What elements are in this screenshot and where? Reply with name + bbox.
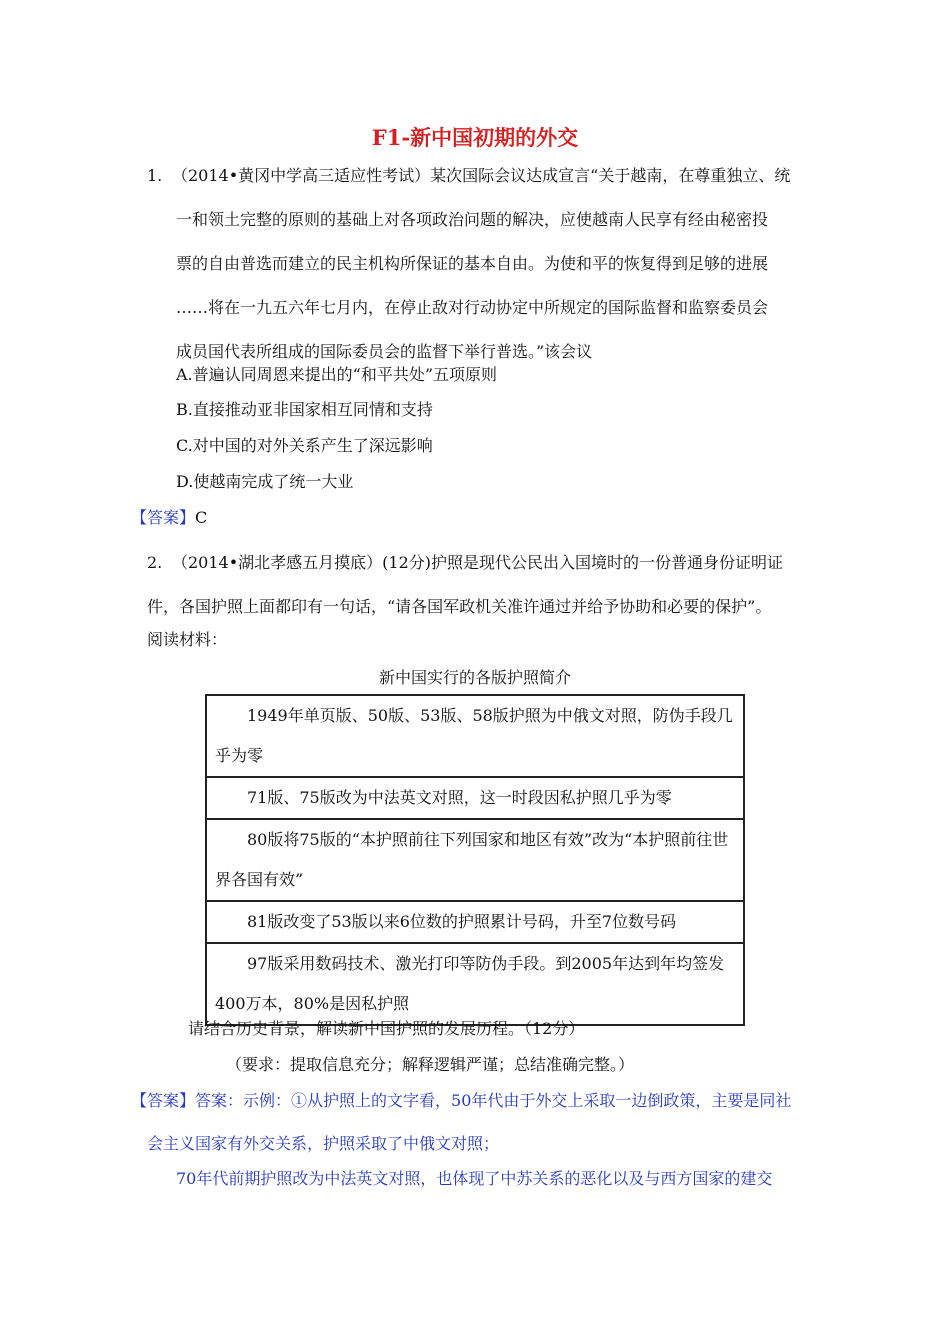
table-cell: 81版改变了53版以来6位数的护照累计号码，升至7位数号码 xyxy=(247,912,677,931)
option-a: A.普遍认同周恩来提出的“和平共处”五项原则 xyxy=(176,365,498,384)
option-c: C.对中国的对外关系产生了深远影响 xyxy=(176,436,433,455)
table-cell: 80版将75版的“本护照前往下列国家和地区有效”改为“本护照前往世界各国有效” xyxy=(215,830,729,889)
table-cell: 97版采用数码技术、激光打印等防伪手段。到2005年达到年均签发400万本，80%是因私护照 xyxy=(215,954,725,1013)
question-prompt: 请结合历史背景，解读新中国护照的发展历程。（12分） xyxy=(188,1019,585,1038)
question-2-line: 阅读材料： xyxy=(147,630,228,649)
table-row xyxy=(206,695,744,777)
question-1-line: 成员国代表所组成的国际委员会的监督下举行普选。”该会议 xyxy=(176,342,593,361)
answer-line: 答案：示例：①从护照上的文字看，50年代由于外交上采取一边倒政策，主要是同社 xyxy=(195,1091,792,1110)
page-title: F1-新中国初期的外交 xyxy=(371,125,579,150)
question-1-line: ……将在一九五六年七月内，在停止敌对行动协定中所规定的国际监督和监察委员会 xyxy=(176,298,769,317)
question-2-line: （2014•湖北孝感五月摸底）(12分)护照是现代公民出入国境时的一份普通身份证明证 xyxy=(172,553,784,572)
answer-1 xyxy=(131,508,207,528)
answer-line: 会主义国家有外交关系，护照采取了中俄文对照； xyxy=(147,1134,500,1153)
question-1-line: 一和领土完整的原则的基础上对各项政治问题的解决，应使越南人民享有经由秘密投 xyxy=(176,210,769,229)
question-requirement: （要求：提取信息充分；解释逻辑严谨；总结准确完整。） xyxy=(226,1055,635,1074)
answer-2 xyxy=(131,1091,791,1111)
answer-line: 70年代前期护照改为中法英文对照，也体现了中苏关系的恶化以及与西方国家的建交 xyxy=(176,1169,773,1188)
table-cell: 1949年单页版、50版、53版、58版护照为中俄文对照，防伪手段几乎为零 xyxy=(215,706,733,765)
option-d: D.使越南完成了统一大业 xyxy=(176,472,354,491)
question-2-line: 件，各国护照上面都印有一句话，“请各国军政机关准许通过并给予协助和必要的保护”。 xyxy=(147,597,772,616)
passport-table xyxy=(205,694,745,1026)
table-row xyxy=(206,819,744,901)
answer-value: C xyxy=(195,508,208,527)
option-b: B.直接推动亚非国家相互同情和支持 xyxy=(176,400,433,419)
table-row xyxy=(206,943,744,1025)
answer-tag: 【答案】 xyxy=(131,1091,196,1110)
table-cell: 71版、75版改为中法英文对照，这一时段因私护照几乎为零 xyxy=(247,788,672,807)
question-2-number: 2. xyxy=(147,553,163,572)
question-1-number: 1. xyxy=(147,166,163,185)
answer-tag: 【答案】 xyxy=(131,508,196,527)
table-caption: 新中国实行的各版护照简介 xyxy=(378,668,571,687)
question-1-line: （2014•黄冈中学高三适应性考试）某次国际会议达成宣言“关于越南，在尊重独立、统 xyxy=(172,166,791,185)
table-row xyxy=(206,901,744,943)
question-1-line: 票的自由普选而建立的民主机构所保证的基本自由。为使和平的恢复得到足够的进展 xyxy=(176,254,769,273)
table-row xyxy=(206,777,744,819)
